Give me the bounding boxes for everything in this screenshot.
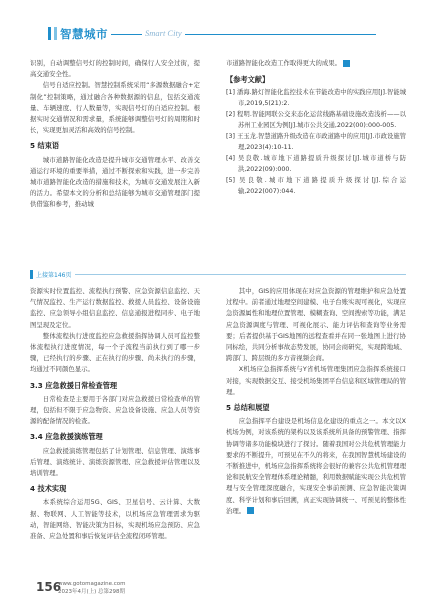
paragraph: 整体流程执行进度监控应急救援指挥协调人员可监控整体流程执行进度情况，每一个子流程当前执行到了哪一步骤，已经执行的步骤、正在执行的步骤、尚未执行的步骤，均通过不同颜色显示。 bbox=[30, 331, 200, 374]
paragraph bbox=[226, 58, 406, 69]
bottom-left-column bbox=[30, 286, 200, 542]
section-subtitle: Smart City bbox=[142, 28, 185, 38]
section-heading: 3.3 应急救援日常检查管理 bbox=[30, 380, 118, 390]
reference-item: [5] 吴良敬.城市地下道路提质升级探讨[J].综合运输,2022(007):044. bbox=[226, 177, 406, 196]
page-number: 156 bbox=[36, 580, 62, 594]
paragraph: 城市道路智能化改造是提升城市交通管理水平、改善交通运行环境的重要举措，通过不断探索和实践，进一步完善城市道路智能化改造的措施和技术，为城市交通发展注入新的活力。希望本文的分析和总结能够为城市交通管理部门提供借鉴和参考，推动城 bbox=[30, 155, 200, 209]
reference-item: [3] 王玉龙.智慧道路升级改造在市政道路中的应用[J].市政设施管理,2023(4):10-11. bbox=[226, 133, 406, 152]
footer-issue: 2023年4月(上) 总第298期 bbox=[58, 589, 126, 595]
section-title: 智慧城市 bbox=[60, 26, 111, 42]
header-rule bbox=[86, 34, 376, 35]
footer-site: www.gotomagazine.com bbox=[58, 581, 126, 587]
section-divider bbox=[30, 274, 406, 275]
bottom-right-column bbox=[226, 286, 406, 517]
paragraph: 资源实时位置监控、流程执行预警、应急资源信息监控、天气情况监控、生产运行数据监控、救援人员监控、设备设施监控、应急领导小组信息监控、信息通报进程同步、电子地图呈现及定位。 bbox=[30, 287, 200, 329]
brand-mark-icon bbox=[48, 27, 57, 40]
paragraph: X机场应急指挥系统与Y省机场管理集团应急指挥系统接口对接，实现数据交互、接受机场集团平台信息和区域管理局的管理。 bbox=[226, 365, 406, 396]
paragraph: 本系统综合运用5G、GIS、卫星信号、云计算、大数据、物联网、人工智能等技术，以机场应急管理需求为驱动，智能网络、智能决策为目标，实现机场应急预防、应急准备、应急处置和事后恢复评估全流程闭环管理。 bbox=[30, 498, 200, 541]
end-mark-icon bbox=[343, 60, 350, 67]
paragraph: 日常检查是主要用于各部门对应急救援日常检查单的管理，包括但不限于应急物资、应急设备设施、应急人员等资源的配备情况的检查。 bbox=[30, 394, 200, 426]
bottom-article-section bbox=[30, 286, 406, 576]
paragraph bbox=[226, 416, 406, 517]
paragraph: 信号自适应控制。智慧控制系统采用“多源数据融合+定制化”控制策略，通过融合各种数据源的信息，包括交通流量、车辆速度、行人数量等，实现信号灯的自适应控制。根据实时交通情况和需求量，系统能够调整信号灯的周期和时长，实现更加灵活和高效的信号控制。 bbox=[30, 81, 200, 135]
end-mark-icon bbox=[247, 507, 254, 514]
top-article-section bbox=[30, 58, 406, 268]
section-heading: 5 总结和展望 bbox=[226, 403, 270, 413]
reference-item: [1] 潘海.路灯智能化监控技术在节能改造中的实践应用[J].智能城市,2019,5(21):2. bbox=[226, 89, 406, 108]
section-heading: 5 结束语 bbox=[30, 141, 60, 151]
reference-item: [4] 吴良敬.城市地下道路提质升级探讨[J].城市道桥与防洪,2022(09):000. bbox=[226, 155, 406, 174]
paragraph-text: 市道路智能化改造工作取得更大的成果。 bbox=[226, 59, 342, 67]
page-header bbox=[0, 0, 427, 48]
top-right-column bbox=[226, 58, 406, 197]
section-heading: 3.4 应急救援演练管理 bbox=[30, 432, 103, 442]
section-heading: 4 技术实现 bbox=[30, 484, 67, 494]
reference-item: [2] 程明.智能网联公交来态化运营线路基础设施改造浅析——以苏州工业园区为例[J].城市公共交通,2022(00):000-005. bbox=[226, 111, 406, 130]
top-left-column bbox=[30, 58, 200, 211]
page-footer bbox=[0, 574, 427, 602]
references-heading: 【参考文献】 bbox=[226, 75, 270, 85]
footer-info bbox=[58, 580, 126, 596]
paragraph: 识别，自动调整信号灯的控制时间，确保行人安全过街，提高交通安全性。 bbox=[30, 59, 200, 79]
paragraph-text: 应急指挥平台建设是机场信息化建设的重点之一。本文以X机场为例，对该系统的架构以及该系统所具备的预警管理、指挥协调等诸多功能模块进行了探讨。随着我国对公共危机管理能力要求的不断提升，可预见在不久的将来，在我国智慧机场建设的不断推进中，机场应急指挥系统将会很好的兼容公共危机管理理论和民航安全管理体系理论精髓，利用数据赋能实现公共危机管理与安全管理深度融合，实现安全事前预测、应急智能决策调度、科学计划和事后回溯，真正实现协调统一、可预见的整体性治理。 bbox=[226, 417, 406, 515]
continued-from-tag: 上接第146页 bbox=[30, 270, 75, 279]
paragraph: 其中，GIS的应用体现在对应急资源的管理维护和应急处置过程中。前者通过地理空间建模、电子台账实现可视化，实现应急资源属性和地理位置管理、模糊查询、空间搜索等功能，满足应急资源调度与管理、可视化展示、能力评估和查询等业务需要；后者提供基于GIS地图的远程查看并在同一张地图上进行协同标绘，共同分析事故态势发展，协同会商研究，实现跨地域、跨部门、跨层级的多方音视频会商。 bbox=[226, 287, 406, 363]
paragraph: 应急救援演练管理包括了计划管理、信息管理、演练事后管理、演练统计、演练资源管理、应急救援评估管理以及培训管理。 bbox=[30, 446, 200, 478]
